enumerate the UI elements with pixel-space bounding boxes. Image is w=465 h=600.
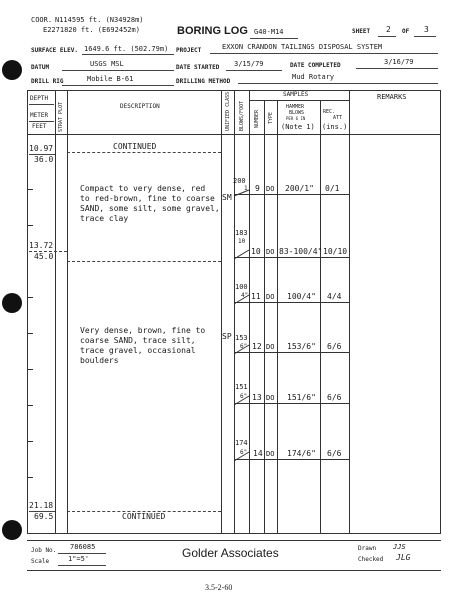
boring-id: G40-M14 <box>254 28 284 36</box>
sheet-label: SHEET <box>352 28 371 35</box>
drawn-label: Drawn <box>358 545 377 552</box>
drawn-by: JJS <box>393 543 406 551</box>
sample-number: 14 <box>253 449 263 458</box>
sample-blows: 100 <box>235 283 248 291</box>
drill-rig: Mobile B-61 <box>87 75 134 83</box>
of-label: OF <box>402 28 410 35</box>
sample-rec: 4/4 <box>327 292 342 301</box>
col-type: TYPE <box>268 111 274 124</box>
col-number: NUMBER <box>254 109 260 128</box>
sample-blows-sub: 10 <box>238 238 246 245</box>
sample-blows-sub: 1 <box>244 185 248 192</box>
col-hammer-note: (Note 1) <box>281 123 315 131</box>
company-name: Golder Associates <box>182 546 279 560</box>
col-depth: DEPTH <box>30 95 49 102</box>
job-no-label: Job No. <box>31 547 57 554</box>
sample-hammer: 174/6" <box>287 449 316 458</box>
depth-mid-m: 13.72 <box>29 241 54 250</box>
sample-blows: 151 <box>235 383 248 391</box>
date-started: 3/15/79 <box>234 60 264 68</box>
drilling-method: Mud Rotary <box>292 73 335 81</box>
date-started-label: DATE STARTED <box>176 64 220 71</box>
sample-blows: 183 <box>235 229 248 237</box>
scale-value: 1"=5' <box>68 555 90 563</box>
depth-top-m: 10.97 <box>29 144 54 153</box>
sample-blows: 174 <box>235 439 248 447</box>
checked-label: Checked <box>358 556 384 563</box>
col-remarks: REMARKS <box>377 93 407 101</box>
sheet-total: 3 <box>424 25 429 34</box>
date-completed: 3/16/79 <box>384 58 414 66</box>
drill-rig-label: DRILL RIG <box>31 78 64 85</box>
sample-type: DO <box>266 450 275 458</box>
continued-bottom: CONTINUED <box>122 512 166 521</box>
sample-rec: 6/6 <box>327 342 342 351</box>
sample-blows-sub: 6" <box>240 393 248 400</box>
sample-blows-sub: 6" <box>240 449 248 456</box>
sample-blows: 153 <box>235 334 248 342</box>
project-label: PROJECT <box>176 47 202 54</box>
sample-hammer: 200/1" <box>285 184 314 193</box>
sample-number: 12 <box>252 342 262 351</box>
col-att: ATT <box>333 115 343 121</box>
sample-number: 13 <box>252 393 262 402</box>
depth-top-ft: 36.0 <box>34 155 54 164</box>
col-samples: SAMPLES <box>283 91 309 98</box>
sample-blows: 200 <box>233 177 246 185</box>
sample-type: DO <box>266 293 275 301</box>
col-hammer-blows: BLOWS <box>289 110 305 116</box>
datum-value: USGS MSL <box>90 60 124 68</box>
depth-bot-m: 21.18 <box>29 501 54 510</box>
sample-rec: 6/6 <box>327 449 342 458</box>
stratum-2-description: Very dense, brown, fine to coarse SAND, trace silt, trace gravel, occasional boulders <box>80 326 206 365</box>
job-no: 786085 <box>70 543 96 551</box>
coord-north: N114595 ft. (N34928m) <box>55 16 144 24</box>
col-description: DESCRIPTION <box>120 103 160 110</box>
depth-bot-ft: 69.5 <box>34 512 54 521</box>
sample-rec: 0/1 <box>325 184 340 193</box>
surface-elev-label: SURFACE ELEV. <box>31 47 78 54</box>
col-hammer-per: PER 6 IN <box>286 116 306 121</box>
sample-number: 11 <box>251 292 261 301</box>
surface-elev: 1649.6 ft. (502.79m) <box>84 45 169 53</box>
scale-label: Scale <box>31 558 50 565</box>
coord-label: COOR. <box>31 16 53 24</box>
col-hammer: HAMMER <box>286 104 305 110</box>
stratum-1-class: SM <box>222 193 232 202</box>
boring-log-title: BORING LOG <box>177 25 248 37</box>
sample-number: 10 <box>251 247 261 256</box>
sheet-number: 2 <box>386 25 391 34</box>
col-strat-plot: STRAT PLOT <box>58 101 64 132</box>
sample-type: DO <box>266 343 275 351</box>
sample-rec: 6/6 <box>327 393 342 402</box>
sample-hammer: 83-100/4" <box>279 247 323 256</box>
col-feet: FEET <box>32 123 47 130</box>
sample-type: DO <box>266 248 275 256</box>
stratum-2-class: SP <box>222 332 232 341</box>
continued-top: CONTINUED <box>113 142 157 151</box>
coord-east: E2271820 ft. (E692452m) <box>43 26 140 34</box>
sample-type: DO <box>266 185 275 193</box>
checked-by: JLG <box>396 553 411 562</box>
col-unified-class: UNIFIED CLASS <box>225 91 231 131</box>
project-name: EXXON CRANDON TAILINGS DISPOSAL SYSTEM <box>222 43 383 51</box>
sample-blows-sub: 4" <box>241 292 249 299</box>
datum-label: DATUM <box>31 64 50 71</box>
col-meter: METER <box>30 112 49 119</box>
sample-hammer: 100/4" <box>287 292 316 301</box>
sample-type: DO <box>266 394 275 402</box>
drilling-method-label: DRILLING METHOD <box>176 78 231 85</box>
sample-blows-sub: 6" <box>240 343 248 350</box>
sample-number: 9 <box>255 184 260 193</box>
stratum-1-description: Compact to very dense, red to red-brown, fine to coarse SAND, some silt, some gravel, trace clay <box>80 184 220 223</box>
sample-hammer: 151/6" <box>287 393 316 402</box>
depth-mid-ft: 45.0 <box>34 252 54 261</box>
date-completed-label: DATE COMPLETED <box>290 62 341 69</box>
col-rec-units: (ins.) <box>322 123 348 131</box>
page-number: 3.5-2-60 <box>205 583 233 592</box>
col-rec: REC. <box>323 109 336 115</box>
col-blows-foot: BLOWS/FOOT <box>239 100 245 131</box>
sample-rec: 10/10 <box>323 247 348 256</box>
sample-hammer: 153/6" <box>287 342 316 351</box>
